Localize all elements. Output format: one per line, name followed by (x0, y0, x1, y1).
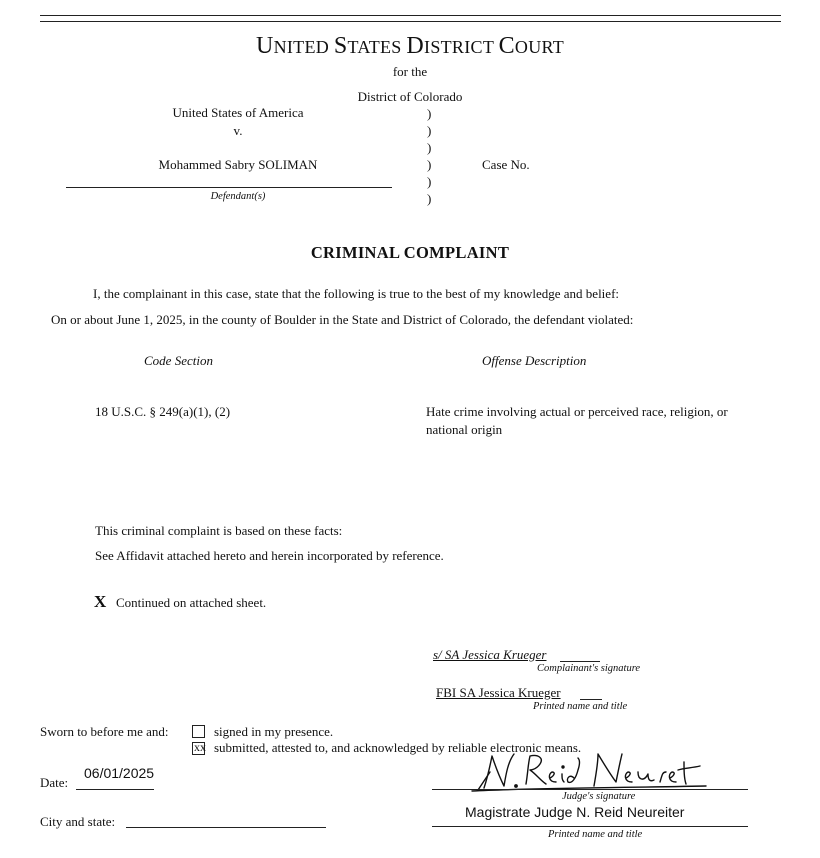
judge-printed-name: Magistrate Judge N. Reid Neureiter (465, 804, 685, 820)
complainant-signature-label: Complainant's signature (537, 663, 641, 674)
top-rule-1 (40, 15, 781, 16)
judge-handwritten-signature (470, 748, 710, 792)
judge-printed-label: Printed name and title (548, 829, 643, 840)
offense-line-1: Hate crime involving actual or perceived race, religion, or (426, 404, 728, 419)
code-section-value: 18 U.S.C. § 249(a)(1), (2) (95, 404, 231, 419)
sworn-label: Sworn to before me and: (40, 724, 169, 739)
district-name: District of Colorado (357, 89, 463, 104)
facts-intro: This criminal complaint is based on these facts: (95, 523, 343, 538)
offense-description-header: Offense Description (482, 353, 587, 368)
code-section-header: Code Section (144, 353, 213, 368)
complainant-printed-name: FBI SA Jessica Krueger (436, 685, 561, 700)
plaintiff-name: United States of America (172, 105, 304, 120)
date-value: 06/01/2025 (84, 765, 155, 781)
court-title-initial-2: S (333, 33, 348, 59)
court-title-initial-3: D (406, 33, 425, 59)
judge-signature-line (432, 789, 748, 790)
facts-detail: See Affidavit attached hereto and herein incorporated by reference. (95, 548, 444, 563)
caption-paren-6: ) (427, 191, 432, 206)
complainant-signature-line (560, 661, 600, 662)
case-no-label: Case No. (482, 157, 530, 172)
city-state-label: City and state: (40, 814, 116, 829)
defendant-line (66, 187, 392, 188)
offense-line-2: national origin (426, 422, 503, 437)
caption-paren-3: ) (427, 140, 432, 155)
court-title-rest-3: ISTRICT (424, 37, 499, 57)
date-label: Date: (40, 775, 69, 790)
caption-paren-4: ) (427, 157, 432, 172)
court-title-rest-2: TATES (347, 37, 407, 57)
court-title-initial-1: U (255, 33, 274, 59)
electronic-means-mark: xx (194, 740, 206, 754)
complainant-printed-line (580, 699, 602, 700)
defendant-name: Mohammed Sabry SOLIMAN (158, 157, 318, 172)
signed-in-presence-label: signed in my presence. (214, 724, 334, 739)
complainant-signature: s/ SA Jessica Krueger (433, 647, 547, 662)
continued-text: Continued on attached sheet. (116, 595, 267, 610)
top-rule-2 (40, 21, 781, 22)
defendant-label: Defendant(s) (210, 191, 266, 202)
complainant-printed-label: Printed name and title (533, 701, 628, 712)
court-title-rest-4: OURT (514, 37, 565, 57)
caption-paren-5: ) (427, 174, 432, 189)
complaint-heading: CRIMINAL COMPLAINT (310, 243, 510, 262)
occurrence-statement: On or about June 1, 2025, in the county of Boulder in the State and District of Colorado, the defendant violated: (51, 312, 634, 327)
caption-paren-1: ) (427, 106, 432, 121)
versus-label: v. (233, 123, 243, 138)
city-state-line[interactable] (126, 827, 326, 828)
court-title-initial-4: C (498, 33, 515, 59)
for-the: for the (392, 64, 428, 79)
date-line (76, 789, 154, 790)
electronic-means-label: submitted, attested to, and acknowledged by reliable electronic means. (214, 740, 582, 755)
court-title (0, 33, 820, 60)
complainant-statement: I, the complainant in this case, state that the following is true to the best of my knowledge and belief: (93, 286, 620, 301)
continued-mark: X (94, 592, 107, 611)
judge-printed-line (432, 826, 748, 827)
signed-in-presence-checkbox[interactable] (192, 725, 205, 738)
court-title-rest-1: NITED (273, 37, 334, 57)
judge-signature-label: Judge's signature (562, 791, 636, 802)
caption-paren-2: ) (427, 123, 432, 138)
